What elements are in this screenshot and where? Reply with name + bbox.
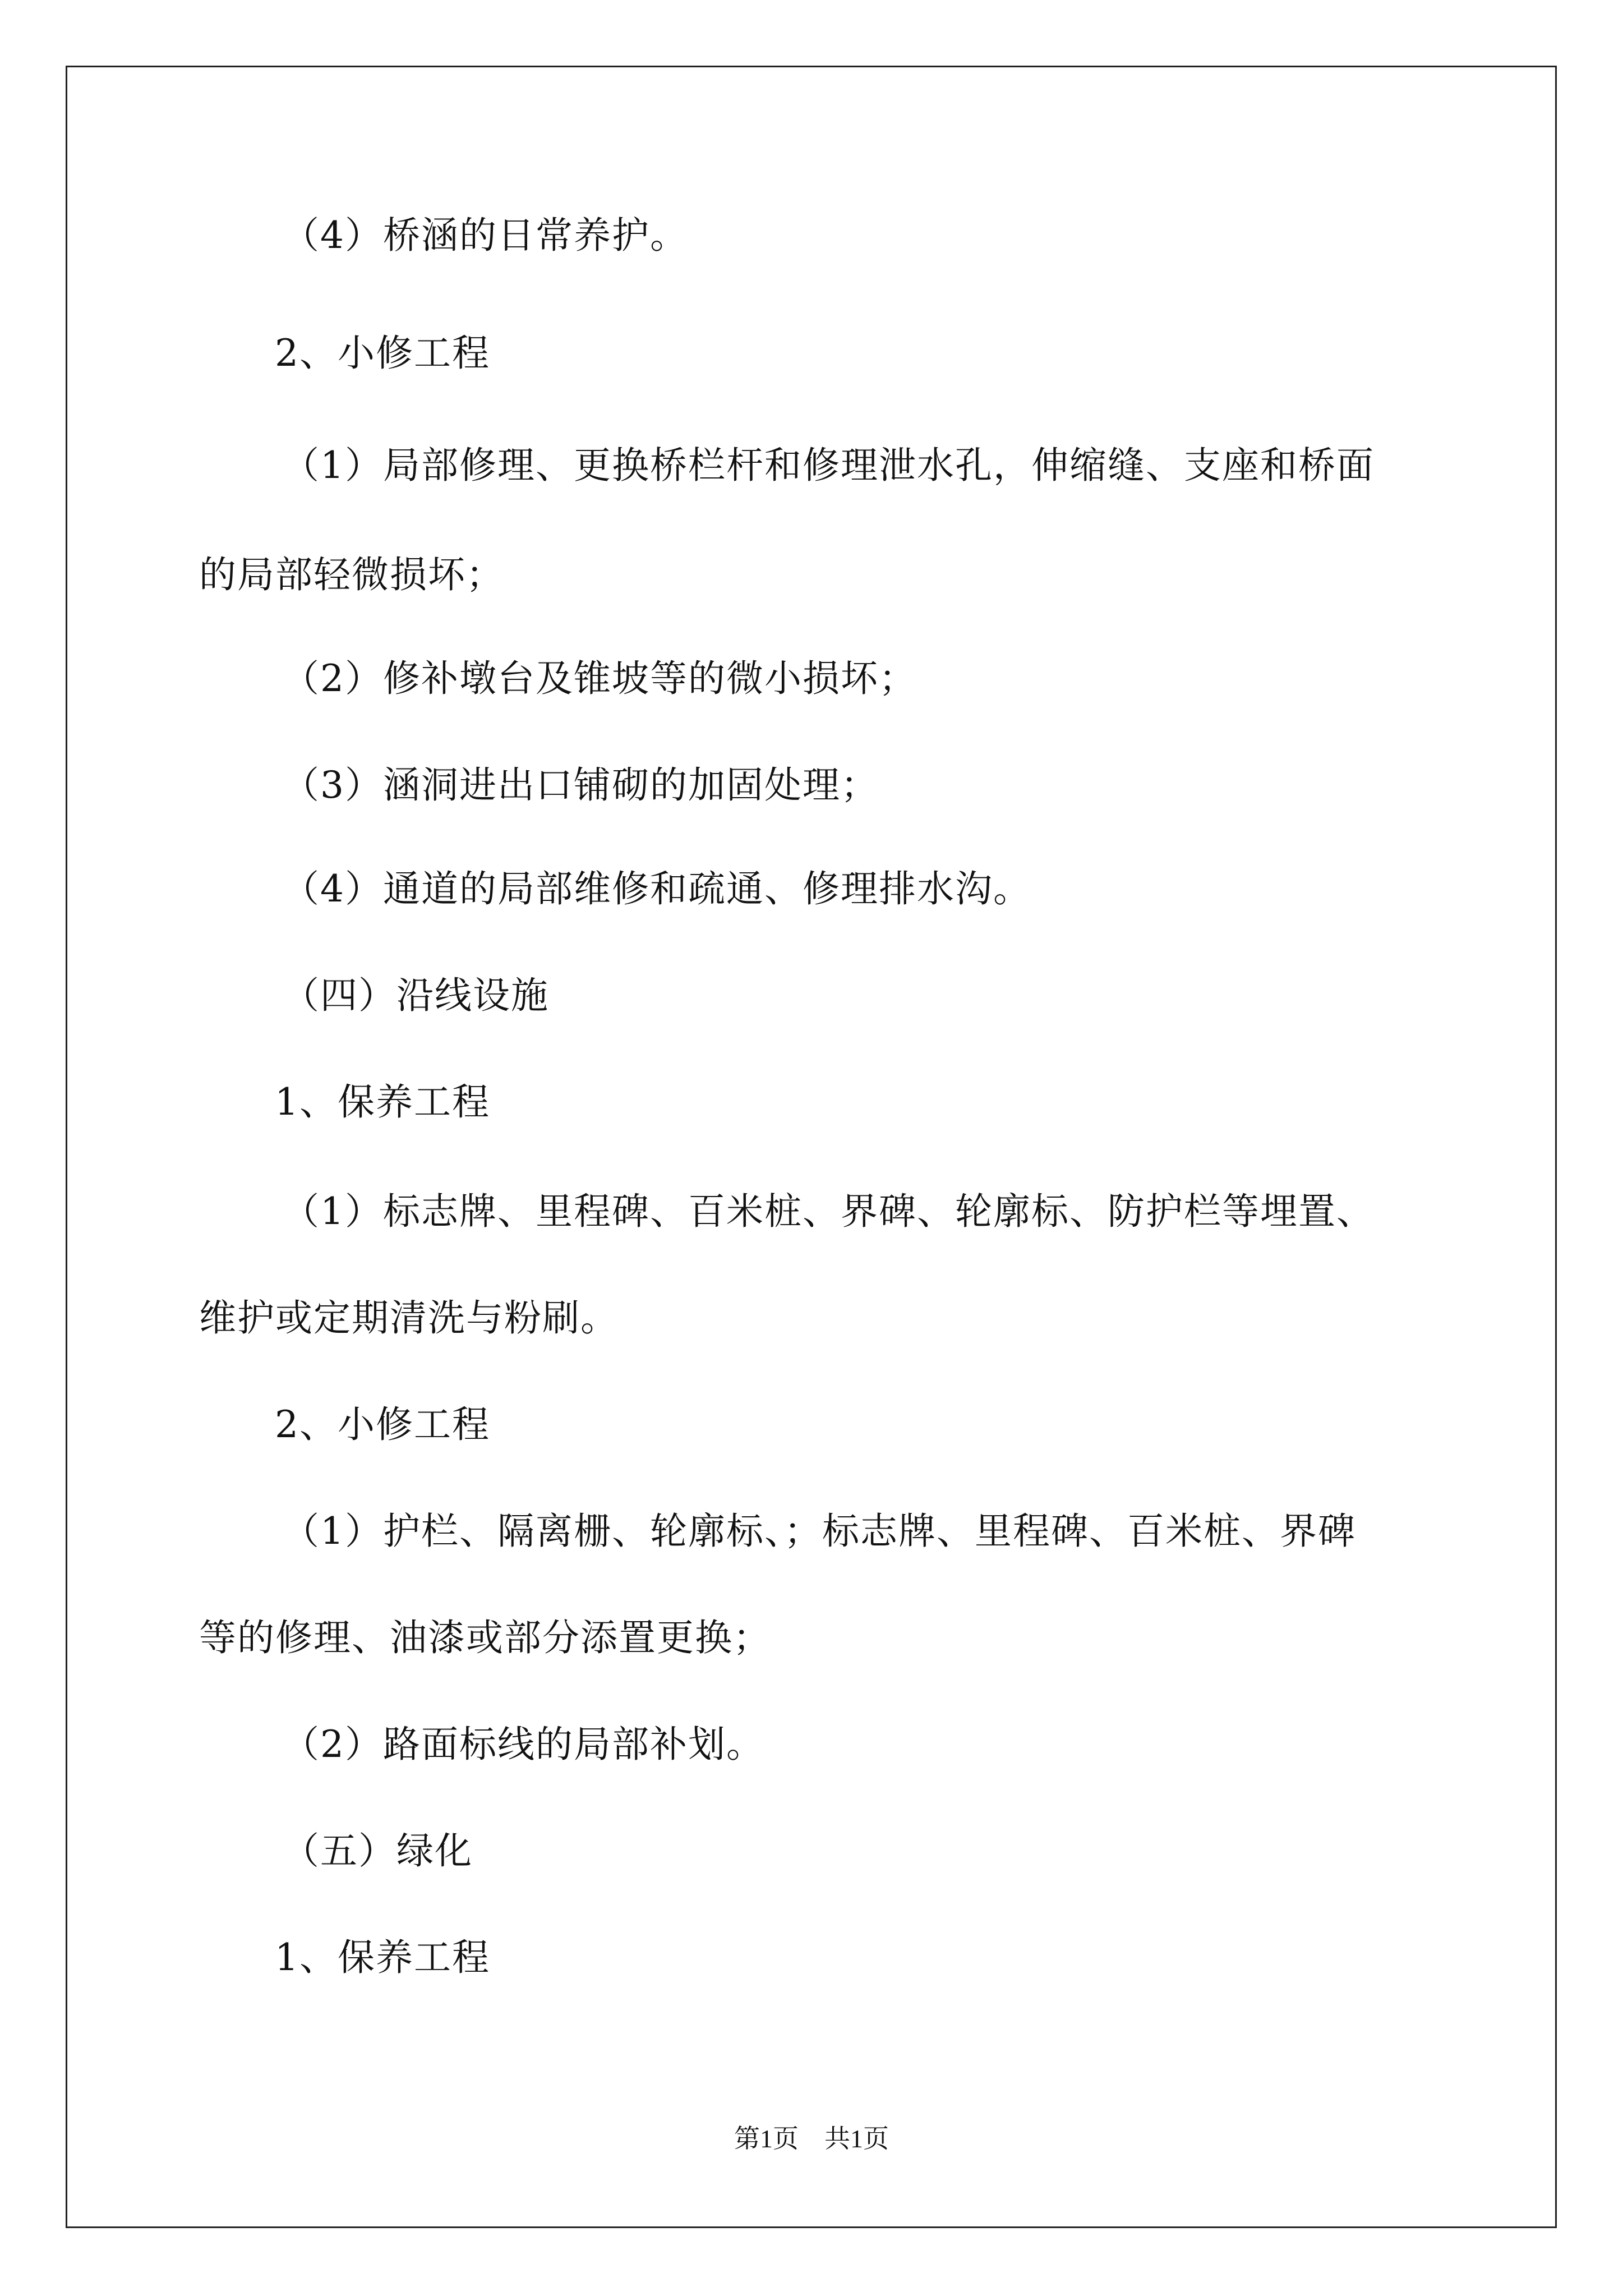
text-line: （2）路面标线的局部补划。 <box>282 1723 764 1766</box>
text-line: （4）通道的局部维修和疏通、修理排水沟。 <box>282 867 1031 910</box>
text-line: （1）局部修理、更换桥栏杆和修理泄水孔，伸缩缝、支座和桥面 <box>282 444 1375 487</box>
text-line: 2、小修工程 <box>275 1403 490 1446</box>
text-line: 1、保养工程 <box>275 1080 490 1124</box>
text-line: 1、保养工程 <box>275 1936 490 1979</box>
text-line: （3）涵洞进出口铺砌的加固处理； <box>282 763 879 807</box>
text-line: （四）沿线设施 <box>282 974 549 1017</box>
text-line: 等的修理、油漆或部分添置更换； <box>199 1616 771 1659</box>
text-line: （1）标志牌、里程碑、百米桩、界碑、轮廓标、防护栏等埋置、 <box>282 1190 1375 1233</box>
text-line: （4）桥涵的日常养护。 <box>282 214 688 257</box>
text-line: （五）绿化 <box>282 1829 473 1872</box>
text-line: （1）护栏、隔离栅、轮廓标、；标志牌、里程碑、百米桩、界碑 <box>282 1510 1356 1553</box>
text-line: 维护或定期清洗与粉刷。 <box>199 1296 619 1340</box>
text-line: （2）修补墩台及锥坡等的微小损坏； <box>282 657 917 700</box>
page-footer: 第1页 共1页 <box>734 2124 889 2153</box>
text-line: 2、小修工程 <box>275 332 490 375</box>
text-line: 的局部轻微损坏； <box>199 553 504 596</box>
page-border <box>66 66 1557 2228</box>
